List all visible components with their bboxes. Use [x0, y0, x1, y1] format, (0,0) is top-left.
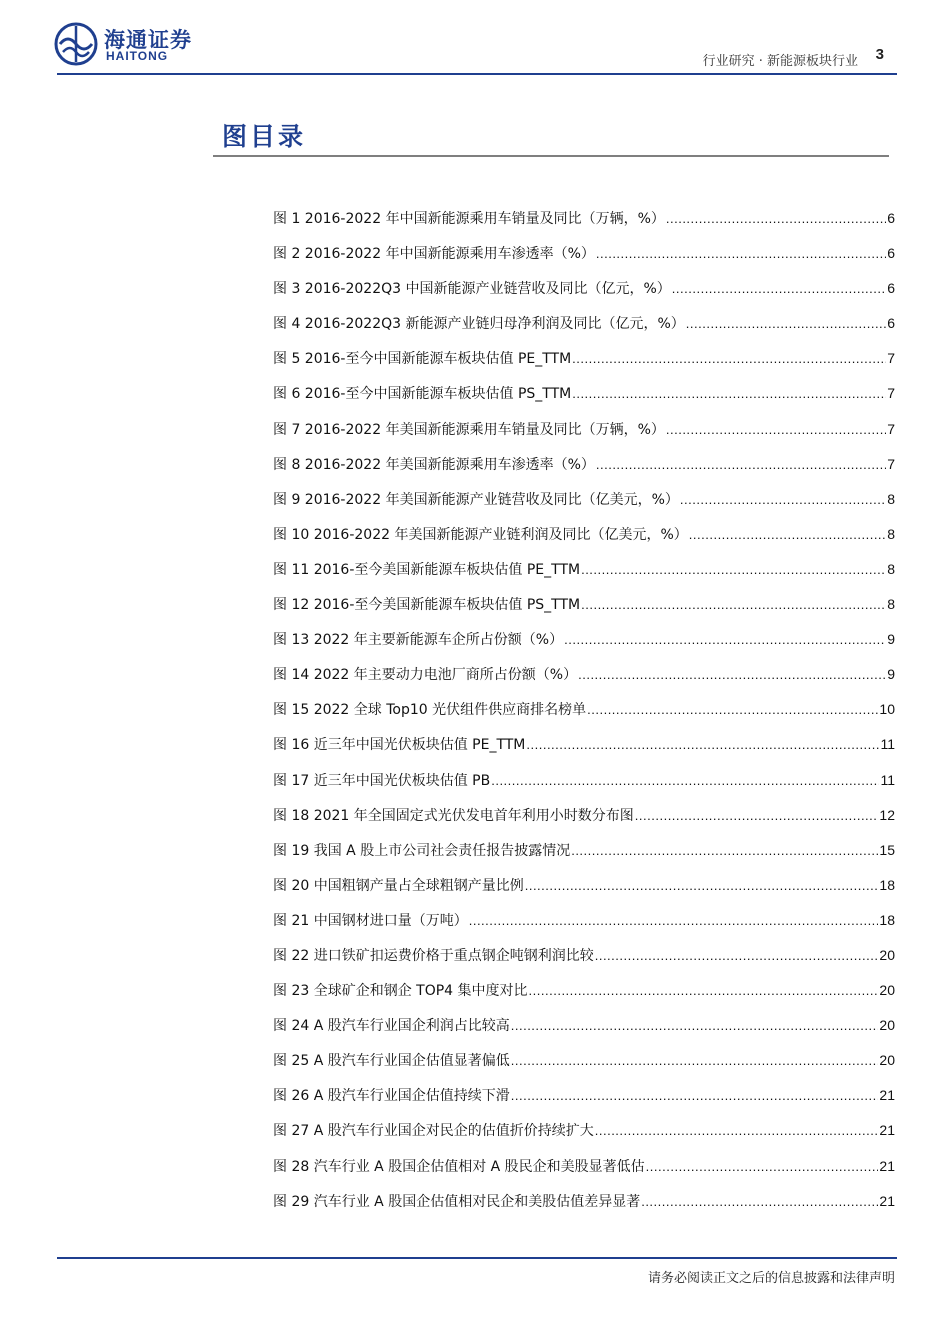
toc-title: 图目录 [222, 122, 307, 151]
toc-leader-dots [672, 281, 886, 296]
toc-entry[interactable] [273, 313, 895, 348]
toc-entry-page: 7 [887, 455, 895, 472]
toc-entry-title: 图 2 2016-2022 年中国新能源乘用车渗透率（%） [273, 246, 595, 263]
toc-entry-title: 图 14 2022 年主要动力电池厂商所占份额（%） [273, 667, 578, 684]
toc-entry-title: 图 8 2016-2022 年美国新能源乘用车渗透率（%） [273, 456, 595, 473]
toc-entry[interactable] [273, 945, 895, 980]
toc-entry-page: 6 [887, 245, 895, 262]
title-divider [213, 155, 889, 157]
toc-entry-title: 图 15 2022 全球 Top10 光伏组件供应商排名榜单 [273, 702, 587, 719]
toc-entry-page: 12 [879, 806, 895, 823]
toc-entry[interactable] [273, 419, 895, 454]
toc-leader-dots [686, 316, 886, 331]
toc-entry-page: 21 [879, 1157, 895, 1174]
toc-leader-dots [596, 457, 886, 472]
toc-entry-title: 图 27 A 股汽车行业国企对民企的估值折价持续扩大 [273, 1123, 594, 1140]
toc-entry[interactable] [273, 664, 895, 699]
toc-entry[interactable] [273, 840, 895, 875]
toc-entry-title: 图 23 全球矿企和钢企 TOP4 集中度对比 [273, 983, 528, 1000]
toc-entry[interactable] [273, 1015, 895, 1050]
toc-entry-title: 图 24 A 股汽车行业国企利润占比较高 [273, 1018, 510, 1035]
toc-leader-dots [689, 527, 886, 542]
header-section-label: 行业研究 · 新能源板块行业 [702, 54, 858, 69]
toc-leader-dots [587, 702, 878, 717]
toc-leader-dots [571, 843, 878, 858]
toc-entry[interactable] [273, 383, 895, 418]
toc-entry-page: 20 [879, 1052, 895, 1069]
toc-entry-title: 图 26 A 股汽车行业国企估值持续下滑 [273, 1088, 510, 1105]
toc-entry-page: 11 [880, 771, 895, 788]
toc-entry-page: 6 [887, 210, 895, 226]
toc-entry-title: 图 16 近三年中国光伏板块估值 PE_TTM [273, 737, 526, 754]
logo-chinese-name: 海通证券 [104, 27, 192, 52]
page-number: 3 [875, 46, 884, 63]
toc-entry[interactable] [273, 629, 895, 664]
toc-entry-title: 图 5 2016-至今中国新能源车板块估值 PE_TTM [273, 351, 572, 368]
footer-divider [57, 1257, 897, 1259]
toc-leader-dots [646, 1159, 879, 1174]
toc-entry-page: 21 [879, 1122, 895, 1139]
toc-entry-title: 图 22 进口铁矿扣运费价格于重点钢企吨钢利润比较 [273, 947, 594, 964]
toc-entry[interactable] [273, 559, 895, 594]
toc-leader-dots [680, 492, 886, 507]
toc-entry-page: 9 [887, 631, 895, 648]
toc-entry-title: 图 1 2016-2022 年中国新能源乘用车销量及同比（万辆，%） [273, 211, 665, 227]
toc-entry-title: 图 6 2016-至今中国新能源车板块估值 PS_TTM [273, 386, 572, 403]
toc-entry[interactable] [273, 910, 895, 945]
haitong-emblem-icon [54, 22, 98, 66]
toc-entry[interactable] [273, 734, 895, 769]
toc-entry-title: 图 12 2016-至今美国新能源车板块估值 PS_TTM [273, 597, 581, 614]
toc-entry-page: 20 [879, 982, 895, 999]
toc-entry-title: 图 19 我国 A 股上市公司社会责任报告披露情况 [273, 842, 571, 859]
toc-leader-dots [581, 562, 886, 577]
toc-leader-dots [578, 667, 886, 682]
toc-entry-title: 图 9 2016-2022 年美国新能源产业链营收及同比（亿美元，%） [273, 491, 679, 508]
toc-entry-title: 图 17 近三年中国光伏板块估值 PB [273, 772, 491, 789]
toc-entry-title: 图 3 2016-2022Q3 中国新能源产业链营收及同比（亿元，%） [273, 281, 671, 298]
toc-entry[interactable] [273, 1120, 895, 1155]
toc-entry[interactable] [273, 208, 895, 243]
toc-entry[interactable] [273, 805, 895, 840]
toc-entry[interactable] [273, 980, 895, 1015]
toc-leader-dots [595, 948, 879, 963]
toc-entry-page: 21 [879, 1192, 895, 1209]
figure-list [273, 208, 895, 1226]
toc-entry-page: 6 [887, 280, 895, 297]
toc-leader-dots [635, 808, 879, 823]
toc-leader-dots [666, 211, 886, 226]
haitong-logo [54, 22, 224, 66]
toc-leader-dots [491, 773, 879, 788]
toc-entry-title: 图 25 A 股汽车行业国企估值显著偏低 [273, 1053, 510, 1070]
toc-entry[interactable] [273, 699, 895, 734]
toc-entry-page: 18 [879, 911, 895, 928]
footer-disclaimer: 请务必阅读正文之后的信息披露和法律声明 [647, 1271, 895, 1286]
toc-entry[interactable] [273, 243, 895, 278]
toc-entry-title: 图 4 2016-2022Q3 新能源产业链归母净利润及同比（亿元，%） [273, 316, 685, 333]
toc-leader-dots [564, 632, 886, 647]
toc-entry-page: 9 [887, 666, 895, 683]
toc-entry-page: 15 [879, 841, 895, 858]
toc-entry-title: 图 7 2016-2022 年美国新能源乘用车销量及同比（万辆，%） [273, 421, 665, 438]
toc-entry-title: 图 28 汽车行业 A 股国企估值相对 A 股民企和美股显著低估 [273, 1158, 645, 1175]
toc-leader-dots [572, 351, 886, 366]
toc-leader-dots [666, 422, 886, 437]
toc-leader-dots [529, 983, 879, 998]
toc-leader-dots [511, 1053, 879, 1068]
toc-entry-page: 21 [879, 1087, 895, 1104]
toc-entry[interactable] [273, 875, 895, 910]
toc-entry-page: 20 [879, 1017, 895, 1034]
toc-entry[interactable] [273, 454, 895, 489]
toc-entry-page: 7 [887, 385, 895, 402]
toc-entry-page: 7 [887, 350, 895, 367]
toc-entry-title: 图 13 2022 年主要新能源车企所占份额（%） [273, 632, 564, 649]
toc-entry[interactable] [273, 594, 895, 629]
toc-leader-dots [525, 878, 879, 893]
toc-entry-page: 18 [879, 876, 895, 893]
toc-entry-title: 图 29 汽车行业 A 股国企估值相对民企和美股估值差异显著 [273, 1193, 641, 1210]
toc-entry[interactable] [273, 524, 895, 559]
toc-entry-page: 8 [887, 560, 895, 577]
toc-entry[interactable] [273, 489, 895, 524]
toc-leader-dots [641, 1194, 878, 1209]
toc-entry-page: 8 [887, 596, 895, 613]
toc-entry[interactable] [273, 1156, 895, 1191]
toc-leader-dots [581, 597, 886, 612]
toc-entry-title: 图 21 中国钢材进口量（万吨） [273, 912, 468, 929]
toc-entry-page: 7 [887, 420, 895, 437]
toc-entry-page: 8 [887, 490, 895, 507]
toc-entry-page: 20 [879, 946, 895, 963]
toc-leader-dots [526, 737, 879, 752]
toc-entry[interactable] [273, 770, 895, 805]
toc-leader-dots [596, 246, 886, 261]
toc-entry-title: 图 18 2021 年全国固定式光伏发电首年利用小时数分布图 [273, 807, 634, 824]
toc-leader-dots [511, 1088, 879, 1103]
toc-entry-page: 10 [879, 701, 895, 718]
toc-entry-title: 图 11 2016-至今美国新能源车板块估值 PE_TTM [273, 561, 581, 578]
toc-entry[interactable] [273, 278, 895, 313]
toc-entry-title: 图 10 2016-2022 年美国新能源产业链利润及同比（亿美元，%） [273, 526, 688, 543]
header-divider [57, 73, 897, 75]
toc-entry-page: 8 [887, 525, 895, 542]
toc-leader-dots [511, 1018, 879, 1033]
toc-entry[interactable] [273, 1085, 895, 1120]
toc-leader-dots [572, 386, 886, 401]
toc-leader-dots [469, 913, 879, 928]
logo-english-name: HAITONG [106, 49, 169, 63]
toc-entry[interactable] [273, 1050, 895, 1085]
toc-entry-page: 11 [880, 736, 895, 753]
toc-entry[interactable] [273, 348, 895, 383]
toc-entry-title: 图 20 中国粗钢产量占全球粗钢产量比例 [273, 877, 524, 894]
toc-entry-page: 6 [887, 315, 895, 332]
toc-entry[interactable] [273, 1191, 895, 1226]
toc-leader-dots [595, 1123, 879, 1138]
